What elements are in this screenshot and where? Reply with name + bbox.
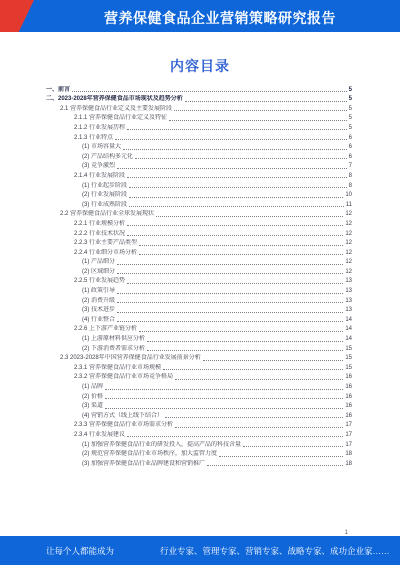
toc-entry-page: 12	[345, 220, 352, 227]
toc-entry-title: 2.2.3 行业主要产品类型	[74, 240, 138, 247]
toc-entry-title: (2) 价格	[82, 393, 104, 400]
toc-entry-title: (4) 营销方式（线上线下结合）	[82, 412, 164, 419]
toc-entry-title: 2.2.1 行业规模分析	[74, 220, 126, 227]
toc-entry-title: (2) 行业发展阶段	[82, 192, 128, 199]
toc-entry[interactable]	[46, 458, 352, 468]
toc-dot-leader	[117, 311, 343, 313]
toc-dot-leader	[147, 340, 343, 342]
toc-entry-title: (1) 行业起步阶段	[82, 182, 128, 189]
toc-entry-title: (2) 规范营养保健食品行业市场秩序，加大监管力度	[82, 451, 218, 458]
toc-dot-leader	[117, 272, 343, 274]
toc-entry[interactable]	[46, 228, 352, 238]
toc-entry-title: (3) 技术进步	[82, 307, 116, 314]
toc-entry-page: 12	[345, 259, 352, 266]
toc-entry-page: 15	[345, 355, 352, 362]
toc-entry-title: 2.3.1 营养保健食品行业市场规模	[74, 364, 162, 371]
toc-dot-leader	[139, 253, 343, 255]
toc-entry-page: 10	[345, 192, 352, 199]
toc-entry-title: (2) 区域细分	[82, 268, 116, 275]
toc-dot-leader	[135, 157, 347, 159]
toc-entry-title: (3) 渠道	[82, 403, 104, 410]
toc-entry-page: 16	[345, 393, 352, 400]
toc-dot-leader	[127, 435, 343, 437]
toc-entry[interactable]	[46, 84, 352, 94]
toc-entry-page: 17	[345, 431, 352, 438]
toc-entry[interactable]	[46, 209, 352, 219]
toc-entry-page: 14	[345, 336, 352, 343]
toc-dot-leader	[105, 407, 343, 409]
toc-entry[interactable]	[46, 314, 352, 324]
report-header	[0, 0, 400, 32]
toc-entry[interactable]	[46, 170, 352, 180]
toc-entry[interactable]	[46, 103, 352, 113]
toc-heading: 内容目录	[170, 58, 230, 74]
toc-dot-leader	[117, 167, 347, 169]
toc-entry[interactable]	[46, 266, 352, 276]
toc-entry-title: 二、2023-2028年营养保健食品市场现状及趋势分析	[46, 96, 183, 103]
toc-dot-leader	[175, 426, 343, 428]
toc-dot-leader	[127, 176, 347, 178]
toc-entry-title: 2.3 2023-2028年中国营养保健食品行业发展前景分析	[60, 355, 201, 362]
toc-dot-leader	[127, 282, 343, 284]
toc-dot-leader	[127, 234, 343, 236]
toc-dot-leader	[127, 128, 347, 130]
toc-entry[interactable]	[46, 199, 352, 209]
toc-entry[interactable]	[46, 362, 352, 372]
toc-entry[interactable]	[46, 429, 352, 439]
toc-entry-page: 17	[345, 422, 352, 429]
toc-dot-leader	[127, 224, 343, 226]
toc-entry-page: 12	[345, 268, 352, 275]
toc-entry[interactable]	[46, 113, 352, 123]
toc-entry-page: 5	[348, 124, 352, 131]
toc-entry-page: 8	[348, 182, 352, 189]
toc-entry-page: 16	[345, 374, 352, 381]
toc-entry-page: 15	[345, 345, 352, 352]
toc-dot-leader	[219, 455, 343, 457]
toc-entry-title: 2.2.6 上下游产业链分析	[74, 326, 138, 333]
toc-entry[interactable]	[46, 372, 352, 382]
toc-entry-page: 14	[345, 326, 352, 333]
toc-entry-title: (1) 市场容量大	[82, 144, 122, 151]
toc-entry[interactable]	[46, 420, 352, 430]
toc-entry[interactable]	[46, 439, 352, 449]
toc-entry-title: 2.1.2 行业发展历程	[74, 124, 126, 131]
header-corner-accent	[0, 0, 34, 32]
toc-dot-leader	[207, 464, 343, 466]
toc-entry[interactable]	[46, 324, 352, 334]
toc-dot-leader	[147, 349, 343, 351]
toc-dot-leader	[174, 109, 347, 111]
toc-entry-title: (4) 行业整合	[82, 316, 116, 323]
toc-entry-page: 11	[345, 201, 352, 208]
toc-entry-page: 12	[345, 211, 352, 218]
toc-entry-title: (2) 消费升级	[82, 297, 116, 304]
toc-entry-page: 7	[348, 163, 352, 170]
toc-entry-page: 14	[345, 316, 352, 323]
toc-dot-leader	[117, 320, 343, 322]
toc-entry[interactable]	[46, 94, 352, 104]
toc-dot-leader	[129, 205, 344, 207]
toc-entry-title: 2.2.2 行业技术状况	[74, 230, 126, 237]
toc-dot-leader	[139, 330, 343, 332]
toc-entry[interactable]	[46, 305, 352, 315]
toc-dot-leader	[105, 388, 343, 390]
toc-dot-leader	[203, 359, 344, 361]
table-of-contents	[46, 84, 352, 468]
page-number: 1	[344, 530, 348, 536]
toc-entry-title: 2.3.3 营养保健食品行业市场需求分析	[74, 422, 174, 429]
toc-entry-title: (2) 产品结构多元化	[82, 153, 134, 160]
toc-entry-title: 2.2.5 行业发展趋势	[74, 278, 126, 285]
toc-entry-title: 2.1.4 行业发展阶段	[74, 172, 126, 179]
toc-entry[interactable]	[46, 449, 352, 459]
toc-entry-page: 13	[345, 297, 352, 304]
toc-entry-page: 16	[345, 403, 352, 410]
toc-entry-page: 12	[345, 240, 352, 247]
toc-entry-page: 5	[348, 115, 352, 122]
toc-entry[interactable]	[46, 295, 352, 305]
toc-entry-title: (2) 下游消费者需求分析	[82, 345, 146, 352]
toc-entry-page: 17	[345, 441, 352, 448]
report-footer	[0, 536, 400, 565]
toc-entry[interactable]	[46, 285, 352, 295]
report-title: 营养保健食品企业营销策略研究报告	[104, 10, 336, 26]
toc-entry-page: 16	[345, 384, 352, 390]
toc-entry-title: 2.1 营养保健食品行业定义及主要发展阶段	[60, 105, 173, 112]
toc-entry-title: (1) 政策引导	[82, 288, 116, 295]
toc-entry-page: 13	[345, 278, 352, 285]
toc-dot-leader	[156, 215, 343, 217]
toc-entry[interactable]	[46, 353, 352, 363]
toc-entry[interactable]	[46, 381, 352, 391]
toc-entry[interactable]	[46, 218, 352, 228]
toc-dot-leader	[139, 244, 343, 246]
toc-dot-leader	[243, 445, 343, 447]
toc-entry-page: 15	[345, 364, 352, 371]
toc-dot-leader	[175, 378, 343, 380]
toc-entry-page: 13	[345, 288, 352, 295]
toc-entry[interactable]	[46, 122, 352, 132]
toc-entry-title: 2.2 营养保健食品行业全球发展现状	[60, 211, 155, 218]
toc-entry-page: 8	[348, 172, 352, 179]
toc-entry[interactable]	[46, 132, 352, 142]
toc-dot-leader	[105, 397, 343, 399]
toc-entry[interactable]	[46, 257, 352, 267]
toc-entry-title: 2.3.4 行业发展建议	[74, 431, 126, 438]
toc-dot-leader	[72, 90, 347, 92]
toc-entry-page: 13	[345, 307, 352, 314]
toc-entry[interactable]	[46, 161, 352, 171]
toc-dot-leader	[169, 119, 347, 121]
toc-entry-page: 12	[345, 249, 352, 256]
toc-entry[interactable]	[46, 401, 352, 411]
toc-entry-title: 2.3.2 营养保健食品行业市场竞争格局	[74, 374, 174, 381]
toc-entry-page: 12	[345, 230, 352, 237]
toc-dot-leader	[129, 196, 343, 198]
toc-entry-page: 16	[345, 412, 352, 419]
toc-entry-page: 5	[348, 86, 352, 93]
toc-entry-title: (3) 加强营养保健食品行业品牌建设和营销推广	[82, 460, 206, 467]
toc-dot-leader	[165, 416, 343, 418]
toc-entry-title: 一、前言	[46, 86, 71, 93]
toc-entry[interactable]	[46, 190, 352, 200]
toc-entry[interactable]	[46, 238, 352, 248]
toc-entry[interactable]	[46, 343, 352, 353]
toc-entry-page: 6	[348, 134, 352, 141]
toc-dot-leader	[129, 186, 347, 188]
toc-entry[interactable]	[46, 151, 352, 161]
footer-roles: 行业专家、管理专家、营销专家、战略专家、成功企业家……	[160, 546, 390, 556]
toc-entry-page: 5	[348, 96, 352, 103]
toc-dot-leader	[117, 263, 343, 265]
toc-entry[interactable]	[46, 333, 352, 343]
toc-entry-page: 5	[348, 105, 352, 112]
toc-dot-leader	[185, 100, 347, 102]
toc-dot-leader	[117, 292, 343, 294]
toc-dot-leader	[123, 148, 347, 150]
toc-entry[interactable]	[46, 391, 352, 401]
toc-entry-page: 6	[348, 144, 352, 151]
footer-slogan: 让每个人都能成为	[46, 546, 115, 556]
toc-entry-title: 2.1.1 营养保健食品行业定义及特征	[74, 115, 168, 122]
toc-entry[interactable]	[46, 142, 352, 152]
toc-entry[interactable]	[46, 180, 352, 190]
toc-entry-page: 6	[348, 153, 352, 160]
toc-dot-leader	[117, 301, 343, 303]
toc-entry-title: (1) 品牌	[82, 384, 104, 390]
toc-entry-title: 2.2.4 行业细分市场分析	[74, 249, 138, 256]
toc-entry-page: 18	[345, 451, 352, 458]
toc-entry[interactable]	[46, 410, 352, 420]
toc-entry-title: (1) 产品细分	[82, 259, 116, 266]
toc-entry-title: (3) 行业成熟阶段	[82, 201, 128, 208]
toc-entry-title: (1) 加强营养保健食品行业的研发投入，提高产品的科技含量	[82, 441, 242, 448]
toc-dot-leader	[163, 368, 343, 370]
toc-entry[interactable]	[46, 247, 352, 257]
toc-entry-title: (1) 上游原材料供应分析	[82, 336, 146, 343]
toc-entry-title: (3) 竞争激烈	[82, 163, 116, 170]
toc-entry[interactable]	[46, 276, 352, 286]
toc-entry-page: 18	[345, 460, 352, 467]
toc-entry-title: 2.1.3 行业特点	[74, 134, 114, 141]
toc-dot-leader	[115, 138, 347, 140]
